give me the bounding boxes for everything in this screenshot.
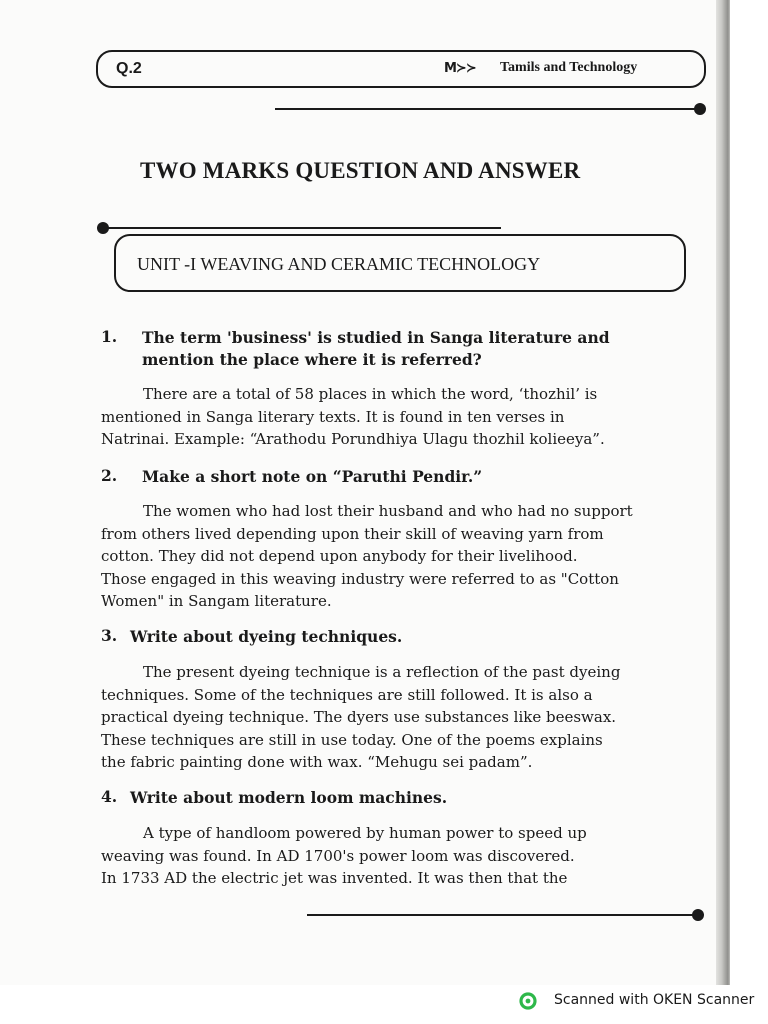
question-number: 3. (101, 626, 118, 645)
publisher-logo-icon: M≻≻ (444, 61, 476, 76)
answer-line: In 1733 AD the electric jet was invented. It was then that the (101, 869, 568, 887)
question-number: 4. (101, 787, 118, 806)
page-edge-shadow (716, 0, 730, 985)
question-line: mention the place where it is referred? (142, 350, 482, 369)
question-2 (101, 466, 482, 488)
question-number: 1. (101, 327, 118, 346)
question-4 (101, 787, 447, 809)
answer-line: Natrinai. Example: “Arathodu Porundhiya Ulagu thozhil kolieeya”. (101, 430, 605, 448)
answer-line: from others lived depending upon their skill of weaving yarn from (101, 524, 604, 543)
answer-line: Those engaged in this weaving industry were referred to as "Cotton (101, 569, 619, 588)
answer-line: practical dyeing technique. The dyers use substances like beeswax. (101, 708, 617, 726)
answer-2 (101, 500, 633, 613)
answer-3 (101, 661, 620, 774)
answer-line: techniques. Some of the techniques are still followed. It is also a (101, 685, 593, 704)
unit-title: UNIT -I WEAVING AND CERAMIC TECHNOLOGY (137, 254, 541, 274)
question-line: Write about dyeing techniques. (130, 627, 403, 646)
header-book-title: Tamils and Technology (500, 60, 638, 75)
header-question-label: Q.2 (116, 60, 142, 77)
question-line: Make a short note on “Paruthi Pendir.” (142, 467, 483, 486)
answer-line: the fabric painting done with wax. “Mehugu sei padam”. (101, 753, 533, 771)
title-divider (103, 227, 501, 229)
answer-line: weaving was found. In AD 1700's power loom was discovered. (101, 846, 575, 865)
question-line: The term 'business' is studied in Sanga literature and (142, 328, 610, 347)
header-divider (275, 108, 700, 110)
answer-line: These techniques are still in use today. One of the poems explains (101, 730, 603, 749)
scanner-logo-icon (519, 992, 537, 1010)
footer-divider (307, 914, 697, 916)
footer-divider-dot (692, 909, 704, 921)
question-1 (101, 327, 610, 371)
answer-line: The women who had lost their husband and who had no support (143, 502, 633, 520)
page-title: TWO MARKS QUESTION AND ANSWER (140, 158, 581, 183)
scanner-watermark: Scanned with OKEN Scanner (554, 992, 755, 1008)
question-3 (101, 626, 402, 648)
answer-line: Women" in Sangam literature. (101, 592, 332, 610)
answer-line: The present dyeing technique is a reflection of the past dyeing (143, 663, 621, 681)
answer-line: mentioned in Sanga literary texts. It is found in ten verses in (101, 407, 565, 426)
answer-1 (101, 383, 605, 451)
header-divider-dot (694, 103, 706, 115)
answer-line: cotton. They did not depend upon anybody for their livelihood. (101, 547, 578, 565)
answer-line: There are a total of 58 places in which the word, ‘thozhil’ is (143, 385, 598, 403)
question-line: Write about modern loom machines. (130, 788, 448, 807)
answer-line: A type of handloom powered by human power to speed up (143, 824, 587, 842)
question-number: 2. (101, 466, 118, 485)
answer-4 (101, 822, 587, 890)
